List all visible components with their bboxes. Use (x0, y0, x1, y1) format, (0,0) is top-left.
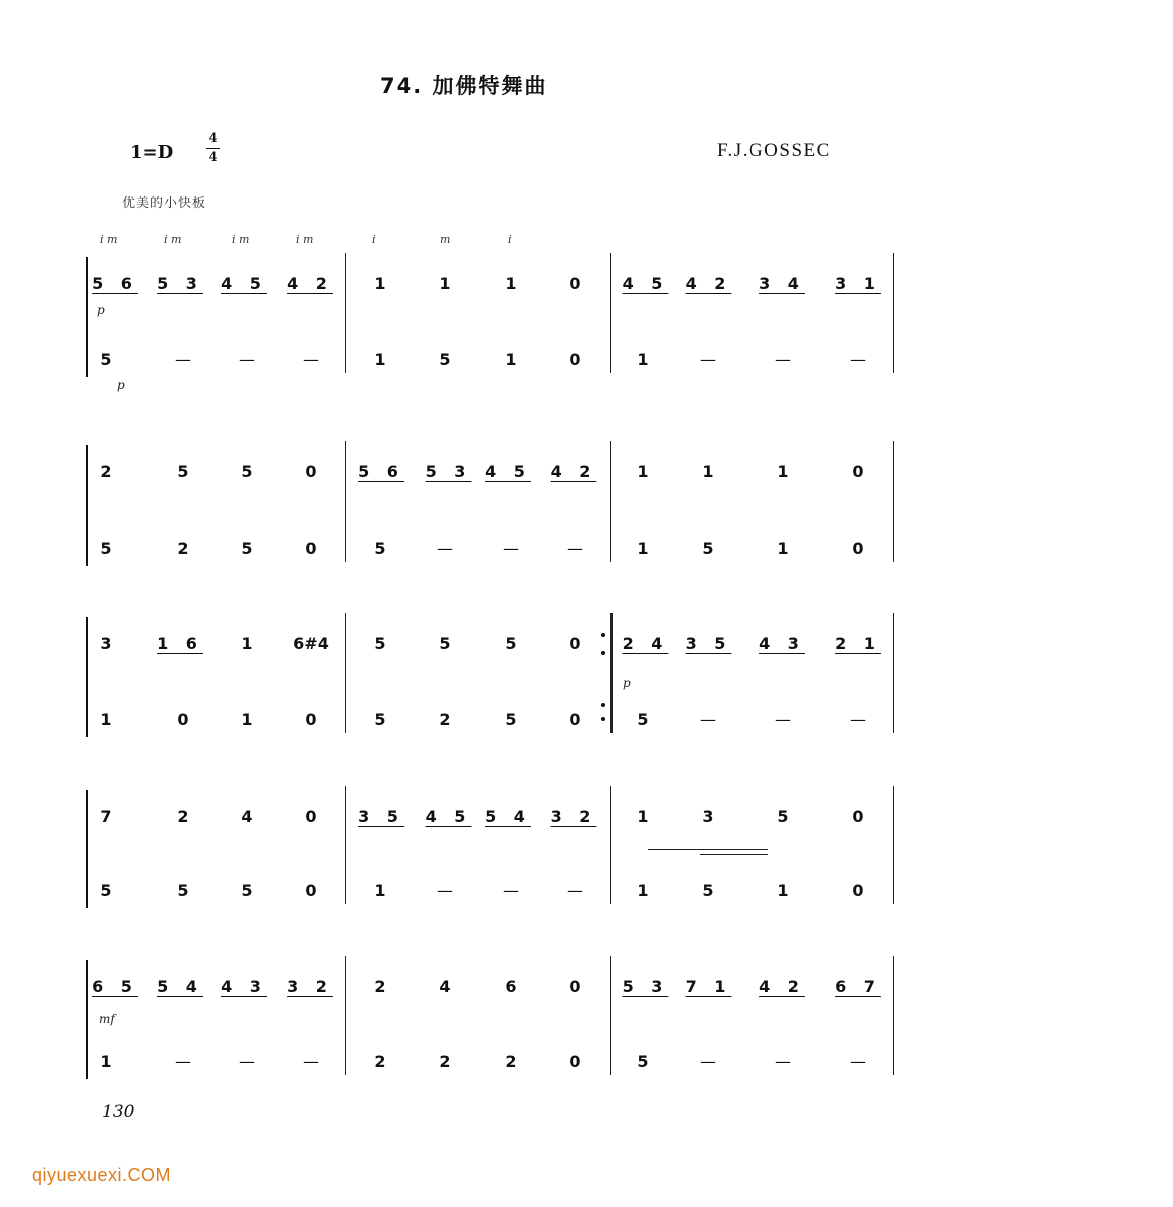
repeat-dot (601, 633, 605, 637)
bar-line (610, 441, 611, 562)
upper-staff-note: 5 3 (157, 274, 203, 293)
upper-staff-note: 1 (439, 274, 451, 293)
bar-line (610, 613, 613, 733)
upper-staff-note: 1 6 (157, 634, 203, 653)
lower-staff-note: 5 (100, 881, 112, 900)
upper-staff-note: 5 4 (485, 807, 531, 826)
lower-staff-note: 0 (569, 350, 581, 369)
lower-staff-note: — (775, 1052, 791, 1071)
upper-staff-note: 1 (637, 807, 649, 826)
upper-staff-note: 3 2 (287, 977, 333, 996)
dynamic-p: p (117, 378, 125, 392)
lower-staff-note: 5 (241, 539, 253, 558)
piece-title: 74. 加佛特舞曲 (380, 74, 548, 98)
bar-line (610, 956, 611, 1075)
lower-staff-note: 5 (374, 710, 386, 729)
upper-staff-note: 4 5 (622, 274, 669, 293)
lower-staff-note: 2 (374, 1052, 386, 1071)
lower-staff-note: 0 (305, 710, 317, 729)
lower-staff-note: — (775, 710, 791, 729)
composer: F.J.GOSSEC (717, 140, 831, 161)
lower-staff-note: — (437, 881, 453, 900)
meter-top: 4 (208, 131, 218, 146)
lower-staff-note: 0 (852, 539, 864, 558)
lower-staff-note: 5 (100, 350, 112, 369)
upper-staff-note: 5 (777, 807, 789, 826)
bar-line (610, 786, 611, 904)
dynamic-p: p (97, 303, 105, 317)
bar-line (345, 956, 346, 1075)
lower-staff-note: 1 (374, 881, 386, 900)
dynamic-p: p (623, 676, 631, 690)
lower-staff-note: — (850, 1052, 866, 1071)
lower-staff-note: — (175, 350, 191, 369)
lower-staff-note: 1 (100, 1052, 112, 1071)
upper-staff-note: 3 (702, 807, 714, 826)
fingering-mark: i m (232, 233, 250, 246)
upper-staff-note: 1 (637, 462, 649, 481)
upper-staff-note: 5 (177, 462, 189, 481)
upper-staff-note: 2 (177, 807, 189, 826)
lower-staff-note: — (239, 350, 255, 369)
upper-staff-note: 5 3 (425, 462, 472, 481)
lower-staff-note: 2 (505, 1052, 517, 1071)
upper-staff-note: 1 (702, 462, 714, 481)
lower-staff-note: — (700, 1052, 716, 1071)
upper-staff-note: 6 7 (835, 977, 881, 996)
decrescendo-mark (648, 849, 768, 850)
fingering-mark: i m (296, 233, 314, 246)
decrescendo-mark (700, 854, 768, 855)
dynamic-mf: mf (99, 1012, 115, 1026)
lower-staff-note: 2 (177, 539, 189, 558)
upper-staff-note: 2 4 (622, 634, 669, 653)
upper-staff-note: 2 1 (835, 634, 881, 653)
upper-staff-note: 7 (100, 807, 112, 826)
upper-staff-note: 5 6 (92, 274, 138, 293)
meter-divider (206, 148, 220, 149)
upper-staff-note: 7 1 (685, 977, 732, 996)
upper-staff-note: 0 (852, 807, 864, 826)
tempo-marking: 优美的小快板 (122, 196, 207, 211)
upper-staff-note: 4 5 (485, 462, 531, 481)
lower-staff-note: — (567, 881, 583, 900)
upper-staff-note: 4 2 (287, 274, 333, 293)
lower-staff-note: — (303, 1052, 319, 1071)
upper-staff-note: 4 2 (685, 274, 732, 293)
upper-staff-note: 3 1 (835, 274, 881, 293)
upper-staff-note: 0 (569, 634, 581, 653)
bar-line (345, 786, 346, 904)
upper-staff-note: 3 (100, 634, 112, 653)
upper-staff-note: 5 6 (358, 462, 404, 481)
upper-staff-note: 3 2 (550, 807, 597, 826)
time-signature (206, 131, 220, 166)
fingering-mark: m (440, 233, 451, 246)
lower-staff-note: 5 (702, 539, 714, 558)
lower-staff-note: 1 (374, 350, 386, 369)
bar-line (893, 956, 894, 1075)
upper-staff-note: 6 5 (92, 977, 138, 996)
bar-line (610, 253, 611, 373)
lower-staff-note: 1 (777, 881, 789, 900)
fingering-mark: i (508, 233, 512, 246)
lower-staff-note: — (775, 350, 791, 369)
lower-staff-note: 1 (100, 710, 112, 729)
upper-staff-note: 4 5 (221, 274, 267, 293)
lower-staff-note: 5 (439, 350, 451, 369)
bar-line (893, 613, 894, 733)
lower-staff-note: 5 (374, 539, 386, 558)
upper-staff-note: 4 3 (759, 634, 805, 653)
lower-staff-note: 1 (637, 539, 649, 558)
upper-staff-note: 1 (241, 634, 253, 653)
lower-staff-note: 0 (569, 1052, 581, 1071)
lower-staff-note: 5 (241, 881, 253, 900)
upper-staff-note: 0 (305, 462, 317, 481)
fingering-mark: i m (164, 233, 182, 246)
lower-staff-note: 0 (852, 881, 864, 900)
lower-staff-note: 1 (777, 539, 789, 558)
lower-staff-note: 5 (505, 710, 517, 729)
upper-staff-note: 6#4 (293, 634, 329, 653)
meter-bottom: 4 (208, 150, 218, 165)
lower-staff-note: 0 (305, 539, 317, 558)
upper-staff-note: 4 5 (425, 807, 472, 826)
bar-line (893, 786, 894, 904)
lower-staff-note: 1 (637, 881, 649, 900)
repeat-dot (601, 651, 605, 655)
bar-line (893, 253, 894, 373)
lower-staff-note: — (503, 881, 519, 900)
bar-line (893, 441, 894, 562)
lower-staff-note: — (700, 710, 716, 729)
upper-staff-note: 0 (305, 807, 317, 826)
lower-staff-note: — (175, 1052, 191, 1071)
upper-staff-note: 4 3 (221, 977, 267, 996)
upper-staff-note: 1 (374, 274, 386, 293)
upper-staff-note: 4 2 (759, 977, 805, 996)
lower-staff-note: 0 (305, 881, 317, 900)
upper-staff-note: 0 (569, 274, 581, 293)
lower-staff-note: — (850, 710, 866, 729)
repeat-dot (601, 703, 605, 707)
upper-staff-note: 0 (569, 977, 581, 996)
upper-staff-note: 4 (439, 977, 451, 996)
upper-staff-note: 5 (505, 634, 517, 653)
lower-staff-note: — (850, 350, 866, 369)
lower-staff-note: 1 (505, 350, 517, 369)
lower-staff-note: — (239, 1052, 255, 1071)
upper-staff-note: 4 2 (550, 462, 597, 481)
watermark: qiyuexuexi.COM (32, 1165, 172, 1185)
lower-staff-note: — (303, 350, 319, 369)
lower-staff-note: 2 (439, 1052, 451, 1071)
upper-staff-note: 3 5 (685, 634, 732, 653)
upper-staff-note: 6 (505, 977, 517, 996)
repeat-dot (601, 717, 605, 721)
upper-staff-note: 3 5 (358, 807, 404, 826)
lower-staff-note: — (567, 539, 583, 558)
upper-staff-note: 5 4 (157, 977, 203, 996)
lower-staff-note: 5 (100, 539, 112, 558)
lower-staff-note: 2 (439, 710, 451, 729)
lower-staff-note: — (437, 539, 453, 558)
lower-staff-note: 1 (637, 350, 649, 369)
lower-staff-note: 5 (637, 1052, 649, 1071)
upper-staff-note: 5 3 (622, 977, 669, 996)
bar-line (345, 441, 346, 562)
upper-staff-note: 5 (374, 634, 386, 653)
lower-staff-note: 0 (569, 710, 581, 729)
lower-staff-note: — (503, 539, 519, 558)
upper-staff-note: 4 (241, 807, 253, 826)
fingering-mark: i m (100, 233, 118, 246)
lower-staff-note: — (700, 350, 716, 369)
upper-staff-note: 3 4 (759, 274, 805, 293)
key-signature: 1=D (130, 142, 174, 163)
page-number: 130 (102, 1102, 135, 1122)
fingering-mark: i (372, 233, 376, 246)
lower-staff-note: 5 (177, 881, 189, 900)
upper-staff-note: 2 (100, 462, 112, 481)
bar-line (345, 253, 346, 373)
lower-staff-note: 0 (177, 710, 189, 729)
lower-staff-note: 5 (702, 881, 714, 900)
upper-staff-note: 5 (241, 462, 253, 481)
bar-line (345, 613, 346, 733)
upper-staff-note: 2 (374, 977, 386, 996)
upper-staff-note: 1 (505, 274, 517, 293)
upper-staff-note: 1 (777, 462, 789, 481)
lower-staff-note: 5 (637, 710, 649, 729)
lower-staff-note: 1 (241, 710, 253, 729)
upper-staff-note: 5 (439, 634, 451, 653)
upper-staff-note: 0 (852, 462, 864, 481)
